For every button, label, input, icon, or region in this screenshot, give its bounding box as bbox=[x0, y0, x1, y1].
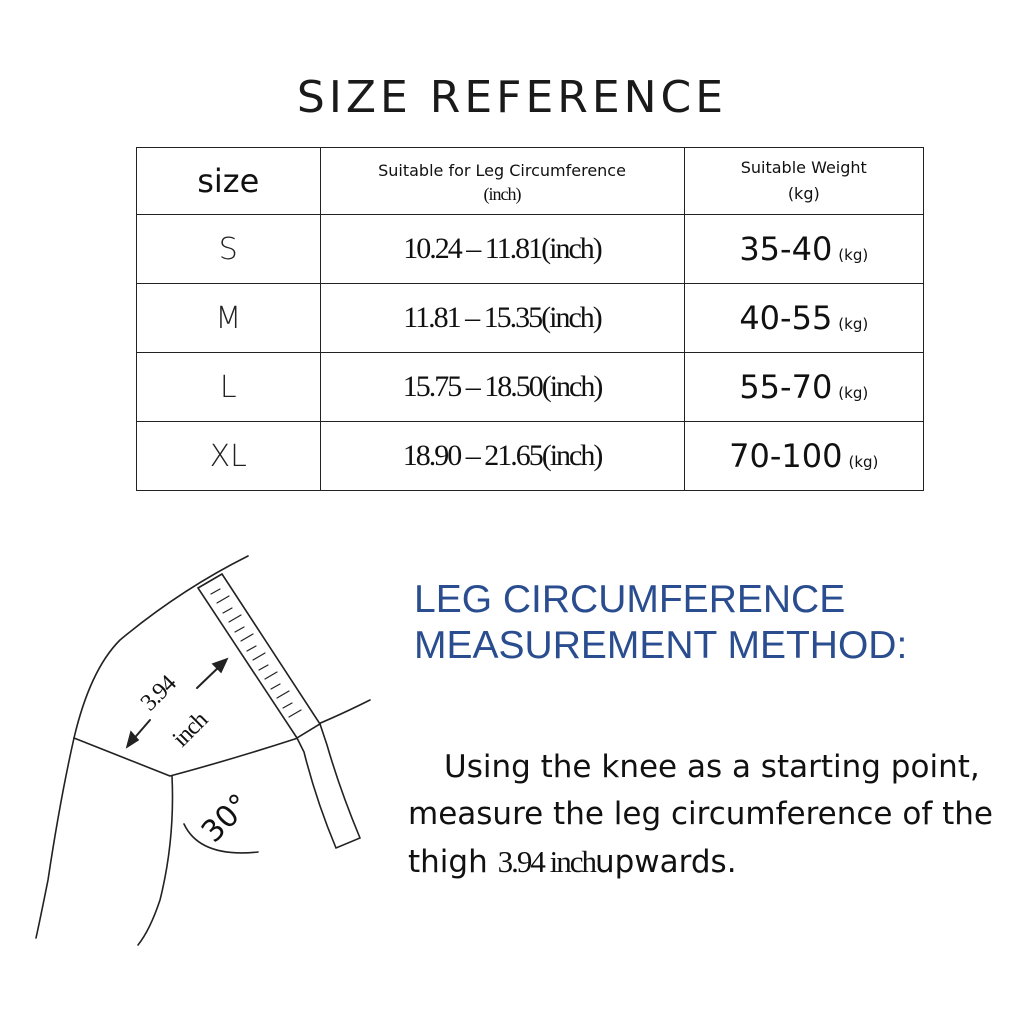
size-cell: L bbox=[137, 353, 321, 422]
size-cell: XL bbox=[137, 422, 321, 491]
table-row bbox=[137, 422, 924, 491]
table-row bbox=[137, 284, 924, 353]
leg-cell: 15.75 – 18.50(inch) bbox=[320, 353, 684, 422]
distance-value-label: 3.94 bbox=[135, 670, 182, 717]
leg-cell: 11.81 – 15.35(inch) bbox=[320, 284, 684, 353]
size-cell: M bbox=[137, 284, 321, 353]
leg-cell: 10.24 – 11.81(inch) bbox=[320, 215, 684, 284]
weight-cell: 70-100 (kg) bbox=[684, 422, 923, 491]
table-row bbox=[137, 353, 924, 422]
weight-cell: 35-40 (kg) bbox=[684, 215, 923, 284]
weight-cell: 55-70 (kg) bbox=[684, 353, 923, 422]
method-distance-value: 3.94 inch bbox=[497, 844, 595, 879]
page-title: SIZE REFERENCE bbox=[296, 72, 728, 123]
weight-cell: 40-55 (kg) bbox=[684, 284, 923, 353]
header-leg-circumference: Suitable for Leg Circumference (inch) bbox=[320, 148, 684, 215]
distance-unit-label: inch bbox=[167, 707, 213, 753]
method-description: Using the knee as a starting point, measure the leg circumference of the thigh 3.94 inchupwards. bbox=[408, 749, 993, 880]
method-title: LEG CIRCUMFERENCE MEASUREMENT METHOD: bbox=[414, 578, 908, 667]
size-cell: S bbox=[137, 215, 321, 284]
table-row bbox=[137, 215, 924, 284]
angle-label: 30° bbox=[194, 787, 258, 850]
shin-outline-front bbox=[36, 738, 74, 938]
calf-outline-back bbox=[138, 776, 173, 945]
table-header-row bbox=[137, 148, 924, 215]
header-weight: Suitable Weight (kg) bbox=[684, 148, 923, 215]
tape-end bbox=[297, 724, 360, 848]
header-size: size bbox=[137, 148, 321, 215]
knee-measurement-diagram bbox=[0, 540, 400, 960]
size-table bbox=[136, 147, 924, 491]
arrow-lower-head bbox=[127, 732, 138, 747]
leg-cell: 18.90 – 21.65(inch) bbox=[320, 422, 684, 491]
